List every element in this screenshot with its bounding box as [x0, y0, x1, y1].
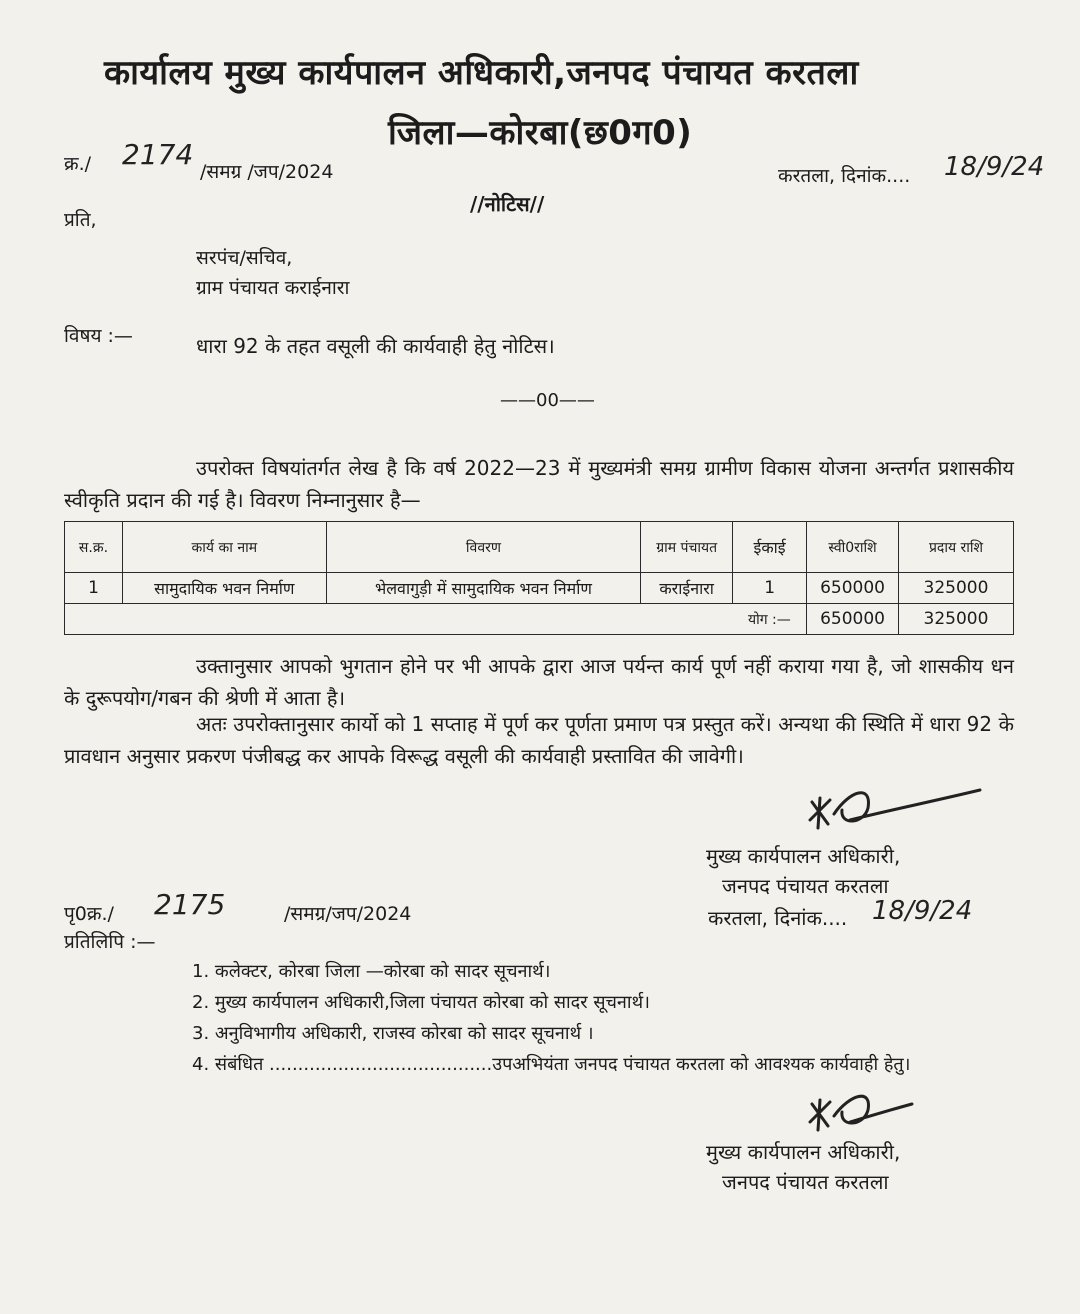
to-line1: सरपंच/सचिव,: [196, 247, 293, 269]
table-header-cell: ईकाई: [733, 522, 807, 573]
list-item: 1. कलेक्टर, कोरबा जिला —कोरबा को सादर सूचनार्थ।: [192, 961, 551, 982]
copy-ref-prefix: पृ0क्र./: [64, 903, 114, 925]
separator: ——00——: [500, 390, 595, 411]
table-header-cell: प्रदाय राशि: [899, 522, 1014, 573]
intro-paragraph: उपरोक्त विषयांतर्गत लेख है कि वर्ष 2022—23 में मुख्यमंत्री समग्र ग्रामीण विकास योजना अन्तर्गत प्रशासकीय स्वीकृति प्रदान की गई है। विवरण निम्नानुसार है—: [64, 456, 1014, 512]
signature-mark: [790, 780, 990, 850]
table-cell: 650000: [807, 573, 899, 604]
copy-ref-date-handwritten: 18/9/24: [872, 896, 973, 926]
district-heading: जिला—कोरबा(छ0ग0): [388, 113, 693, 153]
subject-label: विषय :—: [64, 325, 133, 347]
subject-text: धारा 92 के तहत वसूली की कार्यवाही हेतु नोटिस।: [196, 334, 555, 358]
office-heading: कार्यालय मुख्य कार्यपालन अधिकारी,जनपद पंचायत करतला: [104, 53, 859, 93]
table-total-sanctioned: 650000: [807, 604, 899, 635]
table-header-cell: कार्य का नाम: [122, 522, 326, 573]
to-label: प्रति,: [64, 209, 97, 231]
table-cell: 325000: [899, 573, 1014, 604]
works-table: [64, 521, 1014, 635]
ref-suffix: /समग्र /जप/2024: [200, 161, 334, 183]
list-item: 4. संबंधित .......................................उपअभियंता जनपद पंचायत करतला को आवश्यक कार्यवाही हेतु।: [192, 1054, 911, 1075]
paragraph-payment-status: उक्तानुसार आपको भुगतान होने पर भी आपके द्वारा आज पर्यन्त कार्य पूर्ण नहीं कराया गया है, जो शासकीय धन के दुरूपयोग/गबन की श्रेणी में आता है।: [64, 654, 1014, 710]
table-total-spacer: [65, 604, 733, 635]
paragraph-directive: अतः उपरोक्तानुसार कार्यो को 1 सप्ताह में पूर्ण कर पूर्णता प्रमाण पत्र प्रस्तुत करें। अन्यथा की स्थिति में धारा 92 के प्रावधान अनुसार प्रकरण पंजीबद्ध कर आपके विरूद्ध वसूली की कार्यवाही प्रस्तावित की जावेगी।: [64, 712, 1014, 768]
signature1-designation: मुख्य कार्यपालन अधिकारी,: [706, 844, 901, 868]
table-total-label: योग :—: [733, 604, 807, 635]
ref-prefix: क्र./: [64, 153, 92, 175]
list-item: 2. मुख्य कार्यपालन अधिकारी,जिला पंचायत कोरबा को सादर सूचनार्थ।: [192, 992, 650, 1013]
signature1-office: जनपद पंचायत करतला: [722, 874, 889, 898]
ref-date-handwritten: 18/9/24: [944, 152, 1045, 182]
table-total-paid: 325000: [899, 604, 1014, 635]
copy-ref-place-date-label: करतला, दिनांक....: [708, 906, 848, 930]
signature-mark: [800, 1086, 920, 1146]
table-header-cell: विवरण: [326, 522, 641, 573]
table-header-row: [65, 522, 1014, 573]
copy-ref-suffix: /समग्र/जप/2024: [284, 903, 412, 925]
table-cell: कराईनारा: [641, 573, 733, 604]
signature2-office: जनपद पंचायत करतला: [722, 1170, 889, 1194]
copy-ref-number-handwritten: 2175: [154, 888, 226, 921]
table-header-cell: स्वी0राशि: [807, 522, 899, 573]
table-row: [65, 573, 1014, 604]
table-cell: 1: [65, 573, 123, 604]
table-cell: 1: [733, 573, 807, 604]
table-cell: भेलवागुड़ी में सामुदायिक भवन निर्माण: [326, 573, 641, 604]
notice-title: //नोटिस//: [470, 192, 545, 216]
copy-label: प्रतिलिपि :—: [64, 931, 156, 953]
table-total-row: [65, 604, 1014, 635]
ref-place-date-label: करतला, दिनांक....: [778, 165, 911, 187]
copy-recipient-list: [192, 956, 910, 1080]
ref-number-handwritten: 2174: [122, 138, 194, 171]
table-header-cell: ग्राम पंचायत: [641, 522, 733, 573]
list-item: 3. अनुविभागीय अधिकारी, राजस्व कोरबा को सादर सूचनार्थ ।: [192, 1023, 594, 1044]
to-line2: ग्राम पंचायत कराईनारा: [196, 277, 350, 299]
table-header-cell: स.क्र.: [65, 522, 123, 573]
table-cell: सामुदायिक भवन निर्माण: [122, 573, 326, 604]
signature2-designation: मुख्य कार्यपालन अधिकारी,: [706, 1140, 901, 1164]
